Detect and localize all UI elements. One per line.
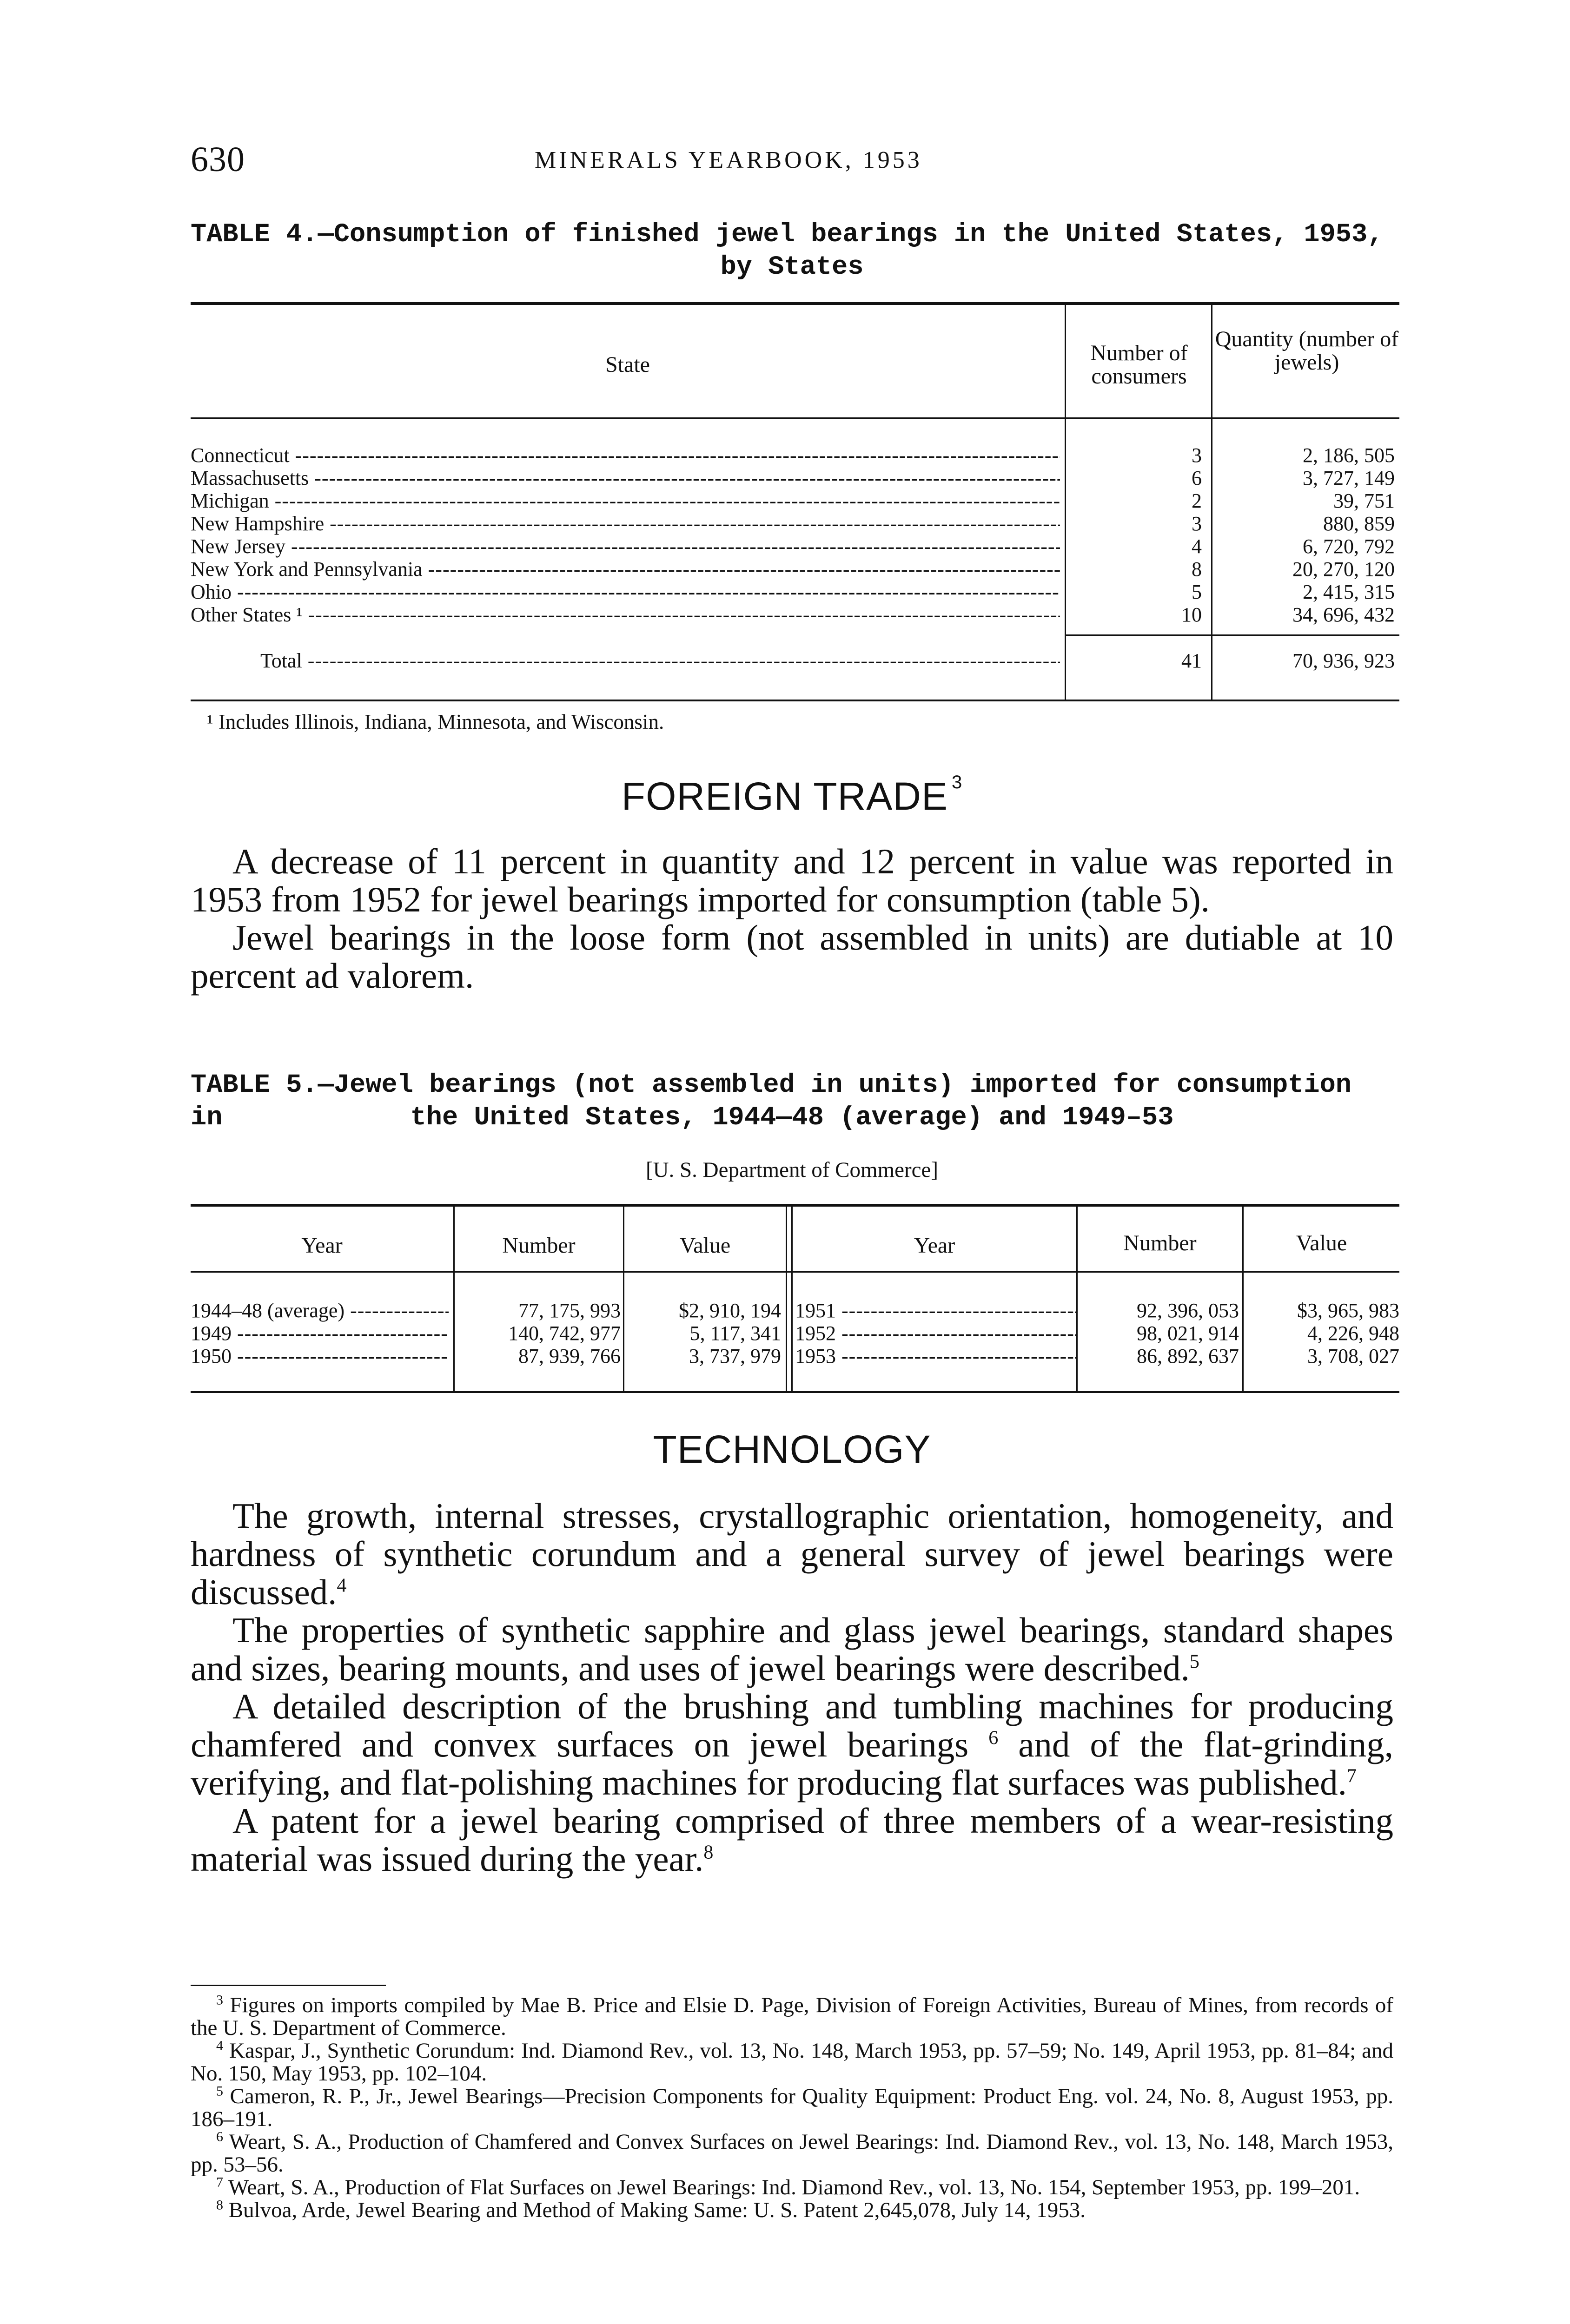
paragraph [191, 1687, 1393, 1802]
footnote-ref: 4 [337, 1575, 347, 1597]
table-row [191, 467, 1399, 489]
table5-header-year-left: Year [301, 1233, 343, 1258]
table5-year: 1950 ----- [191, 1345, 449, 1367]
technology-p3a: A detailed description of the brushing and tumbling machines for producing chamfered and convex surfaces on jewel bearings [191, 1686, 1393, 1764]
footnote-ref: 6 [988, 1727, 999, 1749]
table4-quantity: 39, 751 [1333, 489, 1395, 512]
table4-quantity: 3, 727, 149 [1303, 467, 1395, 489]
table4-state: New York and Pennsylvania ----- [191, 558, 1060, 581]
technology-p4: A patent for a jewel bearing comprised of three members of a wear-resisting material was issued during the year. [191, 1801, 1393, 1879]
footnote-ref: 8 [703, 1842, 714, 1863]
table-row [191, 1299, 1399, 1322]
footnote [191, 2131, 1393, 2176]
table5-caption-line2: the United States, 1944—48 (average) and 1949–53 [410, 1103, 1174, 1133]
foreign-trade-text [191, 842, 1393, 995]
table4-state: Massachusetts ----- [191, 467, 1060, 489]
table4-caption-line1: TABLE 4.—Consumption of finished jewel bearings in the United States, 1953, [191, 220, 1384, 250]
table4-consumers: 6 [1192, 467, 1202, 489]
technology-heading: TECHNOLOGY [653, 1427, 931, 1471]
technology-p2: The properties of synthetic sapphire and glass jewel bearings, standard shapes and sizes, bearing mounts, and uses of jewel bearings were described. [191, 1610, 1393, 1688]
footnote-text: Figures on imports compiled by Mae B. Price and Elsie D. Page, Division of Foreign Activities, Bureau of Mines, from records of the U. S. Department of Commerce. [191, 1993, 1394, 2040]
table-row [191, 489, 1399, 512]
table4-consumers: 2 [1192, 489, 1202, 512]
table5-header-rule [191, 1271, 1399, 1273]
paragraph [191, 1497, 1393, 1611]
table4-body [191, 444, 1399, 626]
table5-value: 4, 226, 948 [1307, 1322, 1399, 1345]
footnote-text: Kaspar, J., Synthetic Corundum: Ind. Diamond Rev., vol. 13, No. 148, March 1953, pp. 57–59; No. 149, April 1953, pp. 81–84; and No. 150, May 1953, pp. 102–104. [191, 2039, 1394, 2086]
table-row [191, 1322, 1399, 1345]
running-title: MINERALS YEARBOOK, 1953 [535, 147, 922, 173]
table4-quantity: 2, 415, 315 [1303, 581, 1395, 603]
table4-quantity: 6, 720, 792 [1303, 535, 1395, 558]
footnote-mark: 8 [216, 2197, 223, 2213]
table4-consumers: 3 [1192, 444, 1202, 467]
table4-total-label: Total ----- [260, 649, 1060, 672]
table-row [191, 535, 1399, 558]
table5-number: 92, 396, 053 [1137, 1299, 1239, 1322]
footnote-text: Cameron, R. P., Jr., Jewel Bearings—Precision Components for Quality Equipment: Product Eng. vol. 24, No. 8, August 1953, pp. 186–191. [191, 2084, 1394, 2131]
table5-value: 5, 117, 341 [689, 1322, 781, 1345]
table-row [191, 512, 1399, 535]
paragraph [191, 1611, 1393, 1687]
table-row [191, 558, 1399, 581]
footnote-text: Bulvoa, Arde, Jewel Bearing and Method of Making Same: U. S. Patent 2,645,078, July 14, 1953. [228, 2198, 1086, 2222]
table5-value: 3, 737, 979 [689, 1345, 781, 1367]
table5-year: 1952 ----- [795, 1322, 1076, 1345]
table4-consumers: 4 [1192, 535, 1202, 558]
technology-p3b: and of the flat-grinding, verifying, and flat-polishing machines for producing flat surfaces was published. [191, 1724, 1394, 1802]
page-number: 630 [191, 140, 245, 179]
table5-header-value-left: Value [679, 1233, 731, 1258]
footnote-mark: 6 [216, 2129, 223, 2145]
footnote [191, 2085, 1393, 2131]
table5-source: [U. S. Department of Commerce] [645, 1158, 939, 1182]
footnote-mark: 3 [216, 1992, 223, 2008]
footnote-mark: 5 [216, 2083, 223, 2099]
footnote-text: Weart, S. A., Production of Flat Surfaces on Jewel Bearings: Ind. Diamond Rev., vol. 13, No. 154, September 1953, pp. 199–201. [228, 2175, 1360, 2199]
footnote [191, 1994, 1393, 2040]
table4-total-rule [1065, 634, 1399, 636]
footnote-ref: 3 [951, 772, 963, 792]
table4-state: Ohio ----- [191, 581, 1060, 603]
footnote-ref: 7 [1346, 1765, 1357, 1787]
footnotes [191, 1994, 1393, 2222]
table4-header-rule [191, 417, 1399, 419]
table4-header-consumers: Number of consumers [1090, 341, 1188, 389]
technology-text [191, 1497, 1393, 1878]
table-row [191, 581, 1399, 603]
table5-caption-line1: TABLE 5.—Jewel bearings (not assembled in units) imported for consumption in [191, 1070, 1352, 1133]
table4-state: New Jersey ----- [191, 535, 1060, 558]
table4-header-quantity: Quantity (number of jewels) [1215, 327, 1399, 375]
footnote [191, 2040, 1393, 2085]
table4-total-consumers: 41 [1181, 649, 1202, 672]
table5-value: 3, 708, 027 [1307, 1345, 1399, 1367]
table4-consumers: 3 [1192, 512, 1202, 535]
table4-total-row [191, 649, 1399, 672]
table-row [191, 603, 1399, 626]
table4-bottom-rule [191, 700, 1399, 701]
table5-year: 1949 ----- [191, 1322, 449, 1345]
table5-number: 77, 175, 993 [518, 1299, 621, 1322]
table5-number: 87, 939, 766 [518, 1345, 621, 1367]
table4-top-rule [191, 302, 1399, 305]
table4-caption-line2: by States [720, 252, 864, 282]
footnote-separator [191, 1985, 386, 1986]
table4-state: New Hampshire ----- [191, 512, 1060, 535]
table5-header-number-right: Number [1123, 1231, 1197, 1255]
foreign-trade-heading-text: FOREIGN TRADE [621, 774, 948, 818]
table4-quantity: 880, 859 [1323, 512, 1395, 535]
footnote [191, 2176, 1393, 2199]
table4-state: Other States ¹ ----- [191, 603, 1060, 626]
technology-p1: The growth, internal stresses, crystallographic orientation, homogeneity, and hardness of synthetic corundum and a general survey of jewel bearings were discussed. [191, 1496, 1393, 1612]
table4-state: Michigan ----- [191, 489, 1060, 512]
table4-consumers: 5 [1192, 581, 1202, 603]
table5-number: 86, 892, 637 [1137, 1345, 1239, 1367]
table4-consumers: 8 [1192, 558, 1202, 581]
table4-quantity: 20, 270, 120 [1292, 558, 1395, 581]
table5-header-value-right: Value [1296, 1231, 1347, 1255]
footnote-mark: 4 [216, 2038, 223, 2053]
table5-header-number-left: Number [502, 1233, 576, 1258]
footnote [191, 2199, 1393, 2222]
table4-state: Connecticut ----- [191, 444, 1060, 467]
table5-number: 98, 021, 914 [1137, 1322, 1239, 1345]
footnote-text: Weart, S. A., Production of Chamfered and Convex Surfaces on Jewel Bearings: Ind. Diamond Rev., vol. 13, No. 148, March 1953, pp. 53–56. [191, 2130, 1393, 2177]
footnote-mark: 7 [216, 2174, 223, 2190]
paragraph [191, 1802, 1393, 1878]
paragraph: A decrease of 11 percent in quantity and 12 percent in value was reported in 1953 from 1952 for jewel bearings imported for consumption (table 5). [191, 841, 1393, 919]
footnote-ref: 5 [1189, 1651, 1199, 1673]
table5-year: 1951 ----- [795, 1299, 1076, 1322]
table4-quantity: 34, 696, 432 [1292, 603, 1395, 626]
table5-year: 1953 ----- [795, 1345, 1076, 1367]
table5-value: $3, 965, 983 [1297, 1299, 1399, 1322]
table-row [191, 444, 1399, 467]
table4-header-state: State [605, 352, 650, 377]
foreign-trade-heading [191, 774, 1393, 819]
table4-consumers: 10 [1181, 603, 1202, 626]
table5-header-year-right: Year [914, 1233, 955, 1258]
table5-top-rule [191, 1204, 1399, 1207]
table-row [191, 1345, 1399, 1367]
paragraph: Jewel bearings in the loose form (not assembled in units) are dutiable at 10 percent ad valorem. [191, 918, 1393, 996]
table4-total-quantity: 70, 936, 923 [1292, 649, 1395, 672]
table5-year: 1944–48 (average) ----- [191, 1299, 449, 1322]
table5-number: 140, 742, 977 [508, 1322, 621, 1345]
table4-footnote: ¹ Includes Illinois, Indiana, Minnesota, and Wisconsin. [207, 710, 664, 733]
table5-value: $2, 910, 194 [679, 1299, 781, 1322]
table4-quantity: 2, 186, 505 [1303, 444, 1395, 467]
table5-bottom-rule [191, 1391, 1399, 1393]
